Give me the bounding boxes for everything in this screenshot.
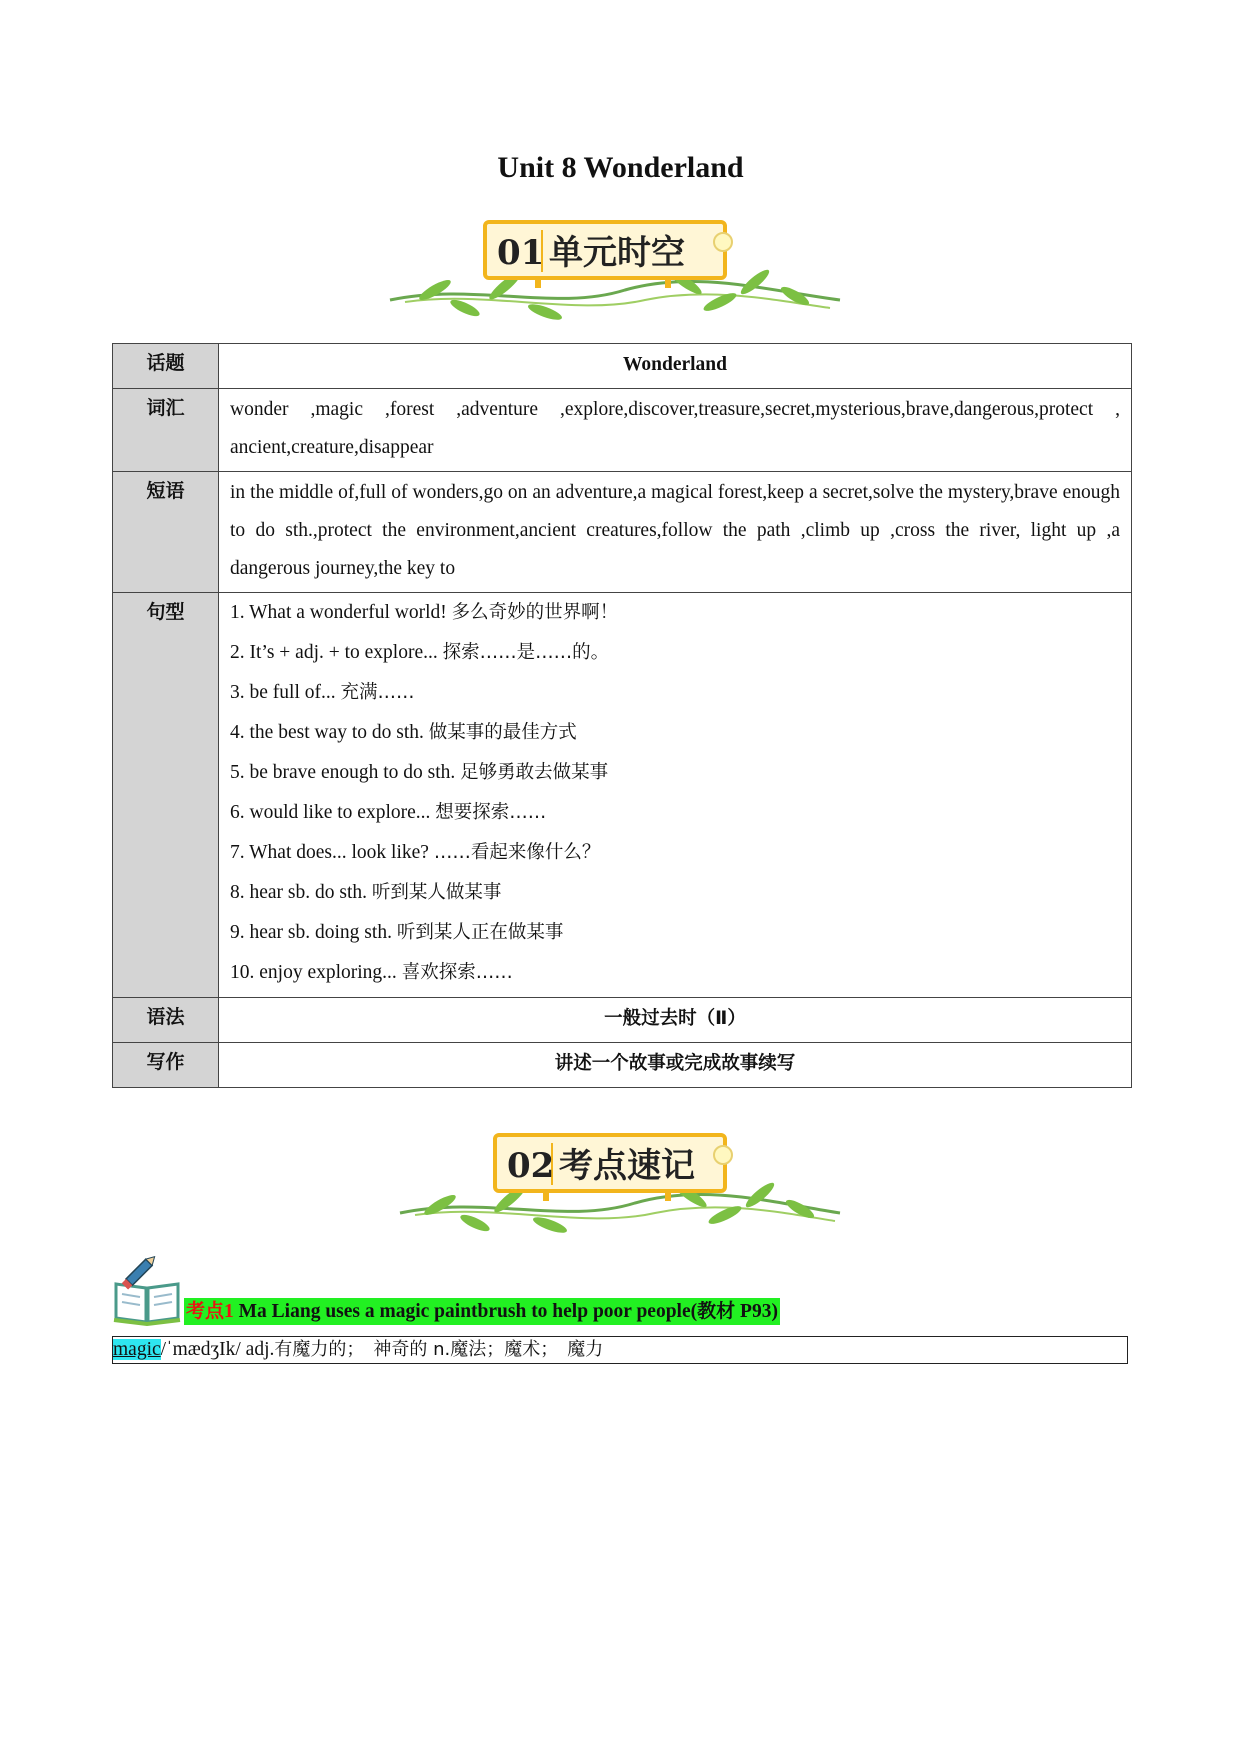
section-banner-01 — [385, 220, 845, 330]
writing-value: 讲述一个故事或完成故事续写 — [219, 1043, 1132, 1088]
section-number: 01 — [497, 233, 545, 273]
topic-value: Wonderland — [219, 344, 1132, 389]
phonetic: /ˈmædʒIk/ adj. — [160, 1339, 275, 1360]
list-item: 6. would like to explore... 想要探索…… — [230, 802, 547, 823]
section-title: 单元时空 — [549, 233, 685, 273]
list-item: 5. be brave enough to do sth. 足够勇敢去做某事 — [230, 762, 609, 783]
document-title: Unit 8 Wonderland — [497, 151, 744, 184]
table-row-patterns — [113, 593, 1132, 998]
vocab-label: 词汇 — [113, 389, 219, 472]
list-item: 10. enjoy exploring... 喜欢探索…… — [230, 962, 513, 983]
kaodian-title-ref: P93) — [735, 1301, 778, 1322]
section-banner-02 — [395, 1133, 845, 1243]
kaodian-label: 考点 — [186, 1300, 225, 1322]
list-item: 3. be full of... 充满…… — [230, 682, 415, 703]
kaodian-heading — [112, 1256, 1142, 1326]
list-item: 1. What a wonderful world! 多么奇妙的世界啊！ — [230, 602, 619, 623]
list-item: 8. hear sb. do sth. 听到某人做某事 — [230, 882, 502, 903]
headword: magic — [113, 1339, 161, 1360]
phrases-label: 短语 — [113, 472, 219, 593]
table-row-grammar — [113, 998, 1132, 1043]
overview-table — [112, 343, 1132, 1088]
grammar-label: 语法 — [113, 998, 219, 1043]
table-row-writing — [113, 1043, 1132, 1088]
kaodian-title-cn: 教材 — [697, 1300, 736, 1322]
writing-label: 写作 — [113, 1043, 219, 1088]
leaf-banner-icon — [395, 1133, 845, 1243]
section-title: 考点速记 — [559, 1146, 695, 1186]
patterns-label: 句型 — [113, 593, 219, 998]
grammar-value: 一般过去时（Ⅱ） — [219, 998, 1132, 1043]
list-item: 2. It’s + adj. + to explore... 探索……是……的。 — [230, 642, 610, 663]
list-item: 4. the best way to do sth. 做某事的最佳方式 — [230, 722, 577, 743]
section-number: 02 — [507, 1146, 555, 1186]
word-entry-box — [112, 1336, 1128, 1364]
table-row-vocab — [113, 389, 1132, 472]
list-item: 9. hear sb. doing sth. 听到某人正在做某事 — [230, 922, 564, 943]
sentence-pattern-list — [230, 593, 1120, 993]
phrases-value: in the middle of,full of wonders,go on an adventure,a magical forest,keep a secret,solve the mystery,brave enough to do sth.,protect the environment,ancient creatures,follow the path ,climb up ,cross the river, light up ,a dangerous journey,the key to — [219, 472, 1132, 593]
table-row-phrases — [113, 472, 1132, 593]
leaf-banner-icon — [385, 220, 845, 330]
open-book-pencil-icon — [112, 1256, 184, 1326]
table-row-topic — [113, 344, 1132, 389]
kaodian-title-en: Ma Liang uses a magic paintbrush to help poor people( — [233, 1301, 698, 1322]
kaodian-title — [184, 1298, 780, 1325]
vocab-value: wonder ,magic ,forest ,adventure ,explore,discover,treasure,secret,mysterious,brave,dangerous,protect , ancient,creature,disappear — [219, 389, 1132, 472]
word-definition: 有魔力的； 神奇的 n.魔法；魔术； 魔力 — [274, 1339, 604, 1360]
kaodian-number: 1 — [224, 1301, 234, 1322]
list-item: 7. What does... look like? ……看起来像什么？ — [230, 842, 601, 863]
topic-label: 话题 — [113, 344, 219, 389]
